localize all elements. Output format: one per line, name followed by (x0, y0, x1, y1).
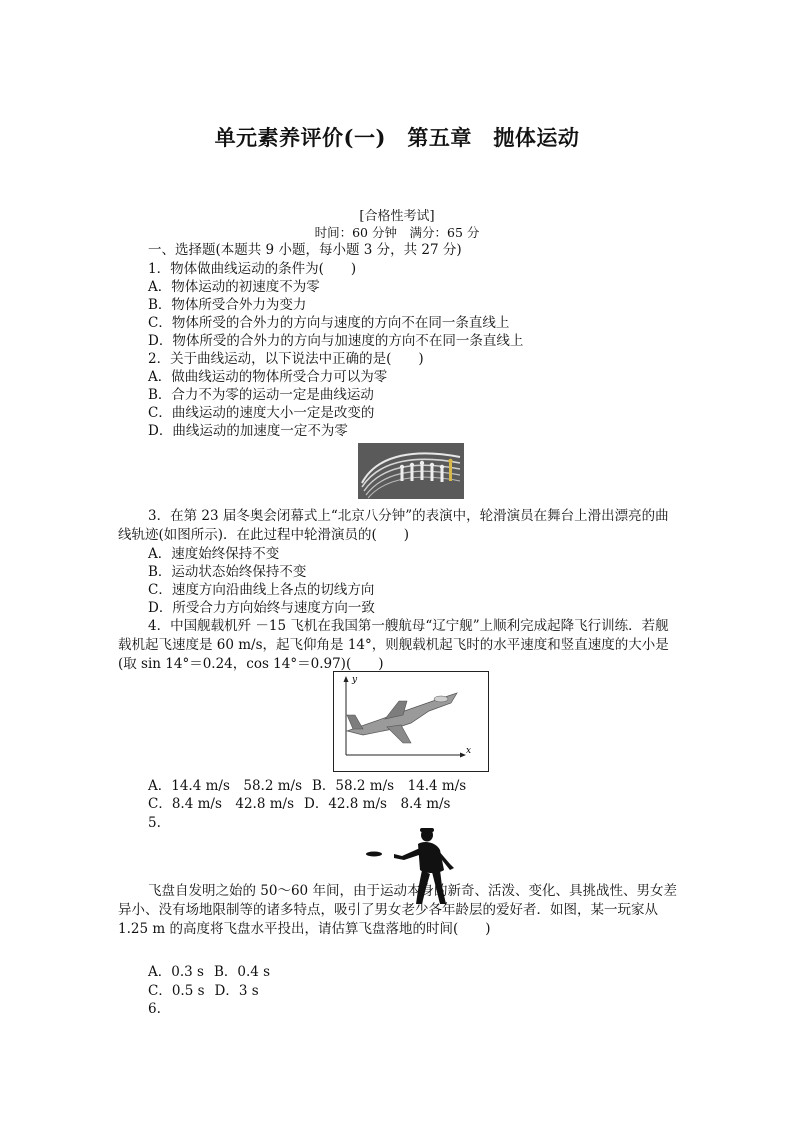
q5-options-ab (148, 963, 270, 981)
q4-option-b: B．58.2 m/s 14.4 m/s (312, 778, 467, 794)
q1-stem: 1．物体做曲线运动的条件为( ) (148, 261, 357, 277)
q5-number: 5. (148, 815, 161, 831)
q6-number: 6. (148, 1001, 161, 1017)
q1-option-b: B．物体所受合外力为变力 (148, 297, 307, 313)
q2-option-c: C．曲线运动的速度大小一定是改变的 (148, 405, 375, 421)
q5-option-c: C．0.5 s (148, 983, 205, 999)
q5-options-cd (148, 982, 259, 1000)
q1-option-c: C．物体所受的合外力的方向与速度的方向不在同一条直线上 (148, 315, 510, 331)
q2-option-a: A．做曲线运动的物体所受合力可以为零 (148, 369, 388, 385)
q3-stem: 3．在第 23 届冬奥会闭幕式上“北京八分钟”的表演中，轮滑演员在舞台上滑出漂亮的曲线轨迹(如图所示)．在此过程中轮滑演员的( ) (118, 508, 669, 543)
jet-takeoff-figure (333, 671, 489, 772)
q2-option-b: B．合力不为零的运动一定是曲线运动 (148, 387, 374, 403)
q4-stem: 4．中国舰载机歼 －15 飞机在我国第一艘航母“辽宁舰”上顺利完成起降飞行训练．若舰载机起飞速度是 60 m/s，起飞仰角是 14°，则舰载机起飞时的水平速度和竖直速度的大小是(取 sin 14°＝0.24，cos 14°＝0.97)( ) (118, 618, 669, 672)
q3-option-a: A．速度始终保持不变 (148, 546, 280, 562)
q2-stem: 2．关于曲线运动，以下说法中正确的是( ) (148, 351, 424, 367)
q5-option-a: A．0.3 s (148, 964, 204, 980)
q3-option-c: C．速度方向沿曲线上各点的切线方向 (148, 582, 375, 598)
x-axis-label: x (466, 746, 472, 756)
page-title: 单元素养评价(一) 第五章 抛体运动 (214, 125, 580, 150)
frisbee-icon (366, 852, 382, 857)
q4-option-d: D．42.8 m/s 8.4 m/s (304, 796, 451, 812)
exam-time-score: 时间：60 分钟 满分：65 分 (314, 225, 480, 240)
q2-option-d: D．曲线运动的加速度一定不为零 (148, 423, 348, 439)
q4-options-cd (148, 795, 451, 813)
q4-options-ab (148, 777, 466, 795)
q5-option-d: D．3 s (214, 983, 259, 999)
q5-stem: 飞盘自发明之始的 50～60 年间，由于运动本身的新奇、活泼、变化、具挑战性、男女差异小、没有场地限制等的诸多特点，吸引了男女老少各年龄层的爱好者．如图，某一玩家从 1.25 m 的高度将飞盘水平投出，请估算飞盘落地的时间( ) (118, 883, 677, 937)
q4-option-c: C．8.4 m/s 42.8 m/s (148, 796, 294, 812)
y-axis-label: y (352, 675, 358, 685)
section-heading: 一、选择题(本题共 9 小题，每小题 3 分，共 27 分) (148, 242, 462, 258)
skating-performance-image (358, 443, 464, 499)
q3-option-d: D．所受合力方向始终与速度方向一致 (148, 600, 375, 616)
exam-type-label: [合格性考试] (359, 209, 435, 224)
q4-option-a: A．14.4 m/s 58.2 m/s (148, 778, 303, 794)
q3-option-b: B．运动状态始终保持不变 (148, 564, 307, 580)
q1-option-a: A．物体运动的初速度不为零 (148, 279, 320, 295)
q1-option-d: D．物体所受的合外力的方向与加速度的方向不在同一条直线上 (148, 333, 524, 349)
q5-option-b: B．0.4 s (213, 964, 271, 980)
